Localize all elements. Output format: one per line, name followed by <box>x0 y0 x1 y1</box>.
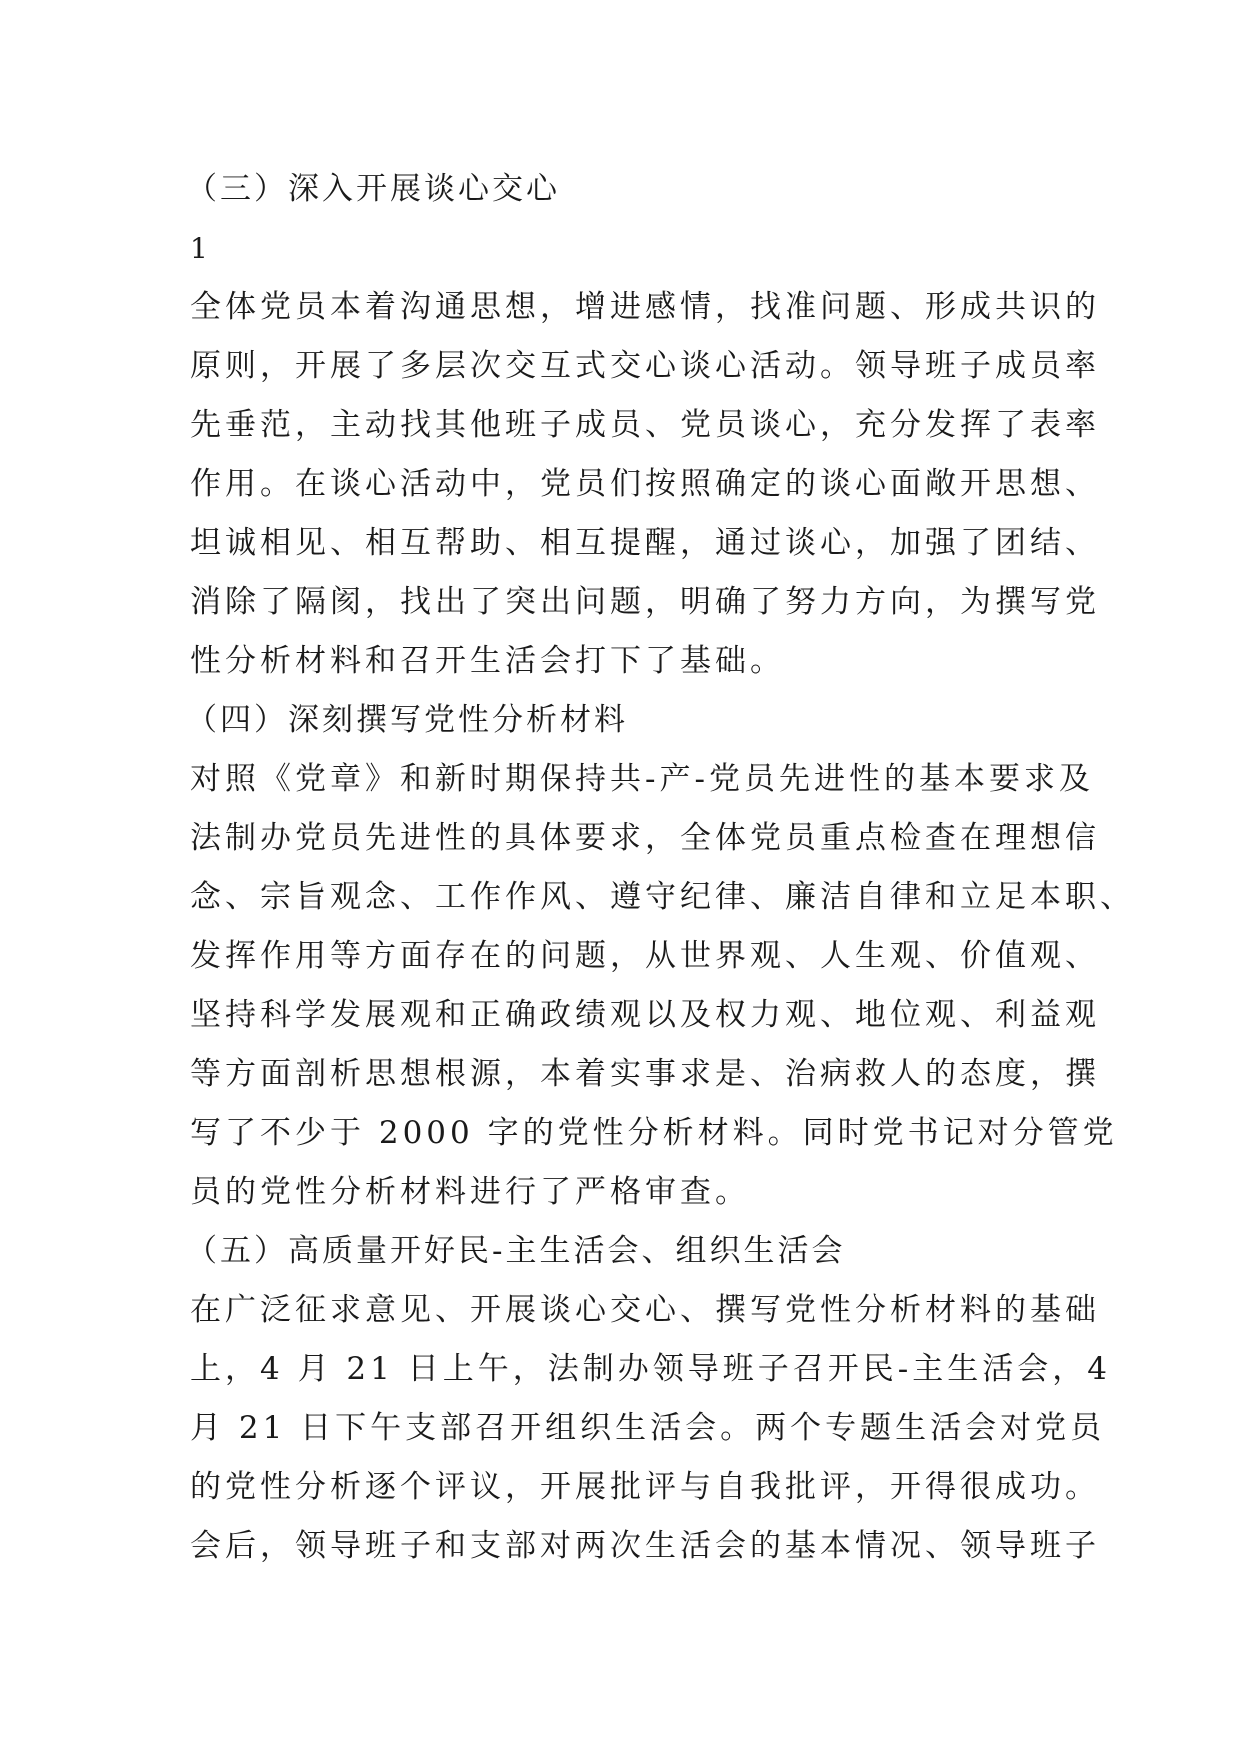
paragraph-line: 原则，开展了多层次交互式交心谈心活动。领导班子成员率 <box>190 348 1100 384</box>
paragraph-line: 员的党性分析材料进行了严格审查。 <box>190 1174 750 1210</box>
paragraph-line: 的党性分析逐个评议，开展批评与自我批评，开得很成功。 <box>190 1469 1100 1505</box>
paragraph-line: 在广泛征求意见、开展谈心交心、撰写党性分析材料的基础 <box>190 1292 1100 1328</box>
paragraph-line: 先垂范，主动找其他班子成员、党员谈心，充分发挥了表率 <box>190 407 1100 443</box>
paragraph-line: 念、宗旨观念、工作作风、遵守纪律、廉洁自律和立足本职、 <box>190 879 1135 915</box>
paragraph-line: 上，4 月 21 日上午，法制办领导班子召开民-主生活会，4 <box>190 1351 1111 1387</box>
paragraph-line: 全体党员本着沟通思想，增进感情，找准问题、形成共识的 <box>190 289 1100 325</box>
paragraph-line: 会后，领导班子和支部对两次生活会的基本情况、领导班子 <box>190 1528 1100 1564</box>
paragraph-line: 对照《党章》和新时期保持共-产-党员先进性的基本要求及 <box>190 761 1094 797</box>
page-number: 1 <box>190 232 208 265</box>
paragraph-line: 写了不少于 2000 字的党性分析材料。同时党书记对分管党 <box>190 1115 1118 1151</box>
section-heading-4: （四）深刻撰写党性分析材料 <box>186 702 628 738</box>
paragraph-line: 坦诚相见、相互帮助、相互提醒，通过谈心，加强了团结、 <box>190 525 1100 561</box>
document-page <box>186 160 1135 1576</box>
paragraph-line: 发挥作用等方面存在的问题，从世界观、人生观、价值观、 <box>190 938 1100 974</box>
paragraph-line: 法制办党员先进性的具体要求，全体党员重点检查在理想信 <box>190 820 1100 856</box>
paragraph-line: 月 21 日下午支部召开组织生活会。两个专题生活会对党员 <box>190 1410 1106 1446</box>
paragraph-line: 等方面剖析思想根源，本着实事求是、治病救人的态度，撰 <box>190 1056 1100 1092</box>
section-heading-5: （五）高质量开好民-主生活会、组织生活会 <box>186 1233 846 1269</box>
paragraph-line: 作用。在谈心活动中，党员们按照确定的谈心面敞开思想、 <box>190 466 1100 502</box>
section-heading-3: （三）深入开展谈心交心 <box>186 171 560 207</box>
paragraph-line: 坚持科学发展观和正确政绩观以及权力观、地位观、利益观 <box>190 997 1100 1033</box>
paragraph-line: 性分析材料和召开生活会打下了基础。 <box>190 643 785 679</box>
paragraph-line: 消除了隔阂，找出了突出问题，明确了努力方向，为撰写党 <box>190 584 1100 620</box>
